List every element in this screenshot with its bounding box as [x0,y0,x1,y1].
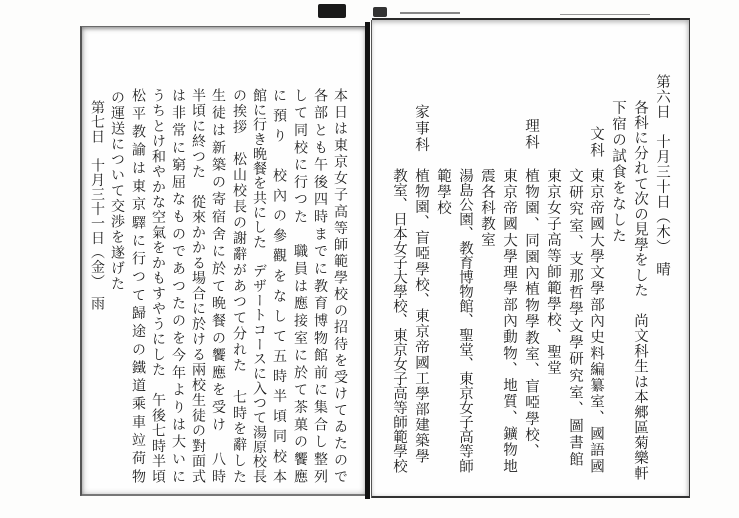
left-page-column: 本日は東京女子高等師範學校の招待を受けてゐたので [332,88,348,483]
binding-clip [373,7,387,17]
page-gutter [365,22,370,499]
right-page-column: 湯島公園、教育博物館、聖堂、東京女子高等師 [457,168,473,473]
left-page-column: に預り 校內の參觀をなして五時半頃同校本 [271,88,287,483]
binding-clip [318,4,346,18]
right-page-column: 範學校 [435,168,451,216]
left-page-column: 生徒は新築の寄宿舍に於て晩餐の饗應を受け 八時 [210,88,226,483]
left-page-column: の運送について交渉を遂げた [109,90,125,292]
right-page-column: 東京帝國大學文學部內史料編纂室、國語國 [588,168,604,473]
left-page-column: 各部とも午後四時までに教育博物館前に集合し整列 [312,88,328,483]
left-page-column: して同校に行つた 職員は應接室に於て茶菓の饗應 [292,88,308,483]
subject-heading-science: 理科 [523,118,539,151]
diary-date-heading: 第七日 十月三十一日（金） 雨 [89,100,105,311]
left-page-column: 松平教諭は東京驛に行つて歸途の鐵道乘車竝荷物 [130,88,146,483]
page-edge-shadow [82,494,365,496]
right-page-column: 震各科教室 [479,168,495,248]
right-page-column: 教室、日本女子大學校、東京女子高等師範學校 [391,168,407,473]
left-page-column: は非常に窮屈なものであつたのを今年よりは大いに [170,88,186,483]
subject-heading-home-economics: 家事科 [413,104,429,154]
right-page-column: 各科に分れて次の見學をした 尚文科生は本郷區菊樂軒 [632,100,648,480]
right-page-column: 植物園、同園內植物學教室、盲啞學校、 [523,168,539,458]
page-edge-shadow [400,12,460,14]
left-page-column: うちとけ和やかな空氣をかもすやうにした 午後七時半頃 [150,88,166,483]
right-page-column: 東京女子高等師範學校、聖堂 [545,168,561,376]
left-page-column: 半頃に終つた 從來かかる場合に於ける兩校生徒の對面式 [190,88,206,483]
right-page-column: 下宿の試食をなした [610,100,626,244]
right-page-column: 東京帝國大學理學部內動物、地質、鑛物地 [501,168,517,473]
left-page-column: 館に行き晩餐を共にした デザートコースに入つて湯原校長 [251,88,267,483]
left-page-column: の挨拶 松山校長の謝辭があつて分れた 七時を辭した [231,88,247,483]
subject-heading-literature: 文科 [588,126,604,159]
right-page-column: 文研究室、支那哲學文學研究室、圖書館 [567,168,583,466]
right-page-column: 植物園、盲啞學校、東京帝國工學部建築學 [413,168,429,463]
page-edge-shadow [560,14,650,15]
diary-date-heading: 第六日 十月三十日（木） 晴 [654,74,670,277]
